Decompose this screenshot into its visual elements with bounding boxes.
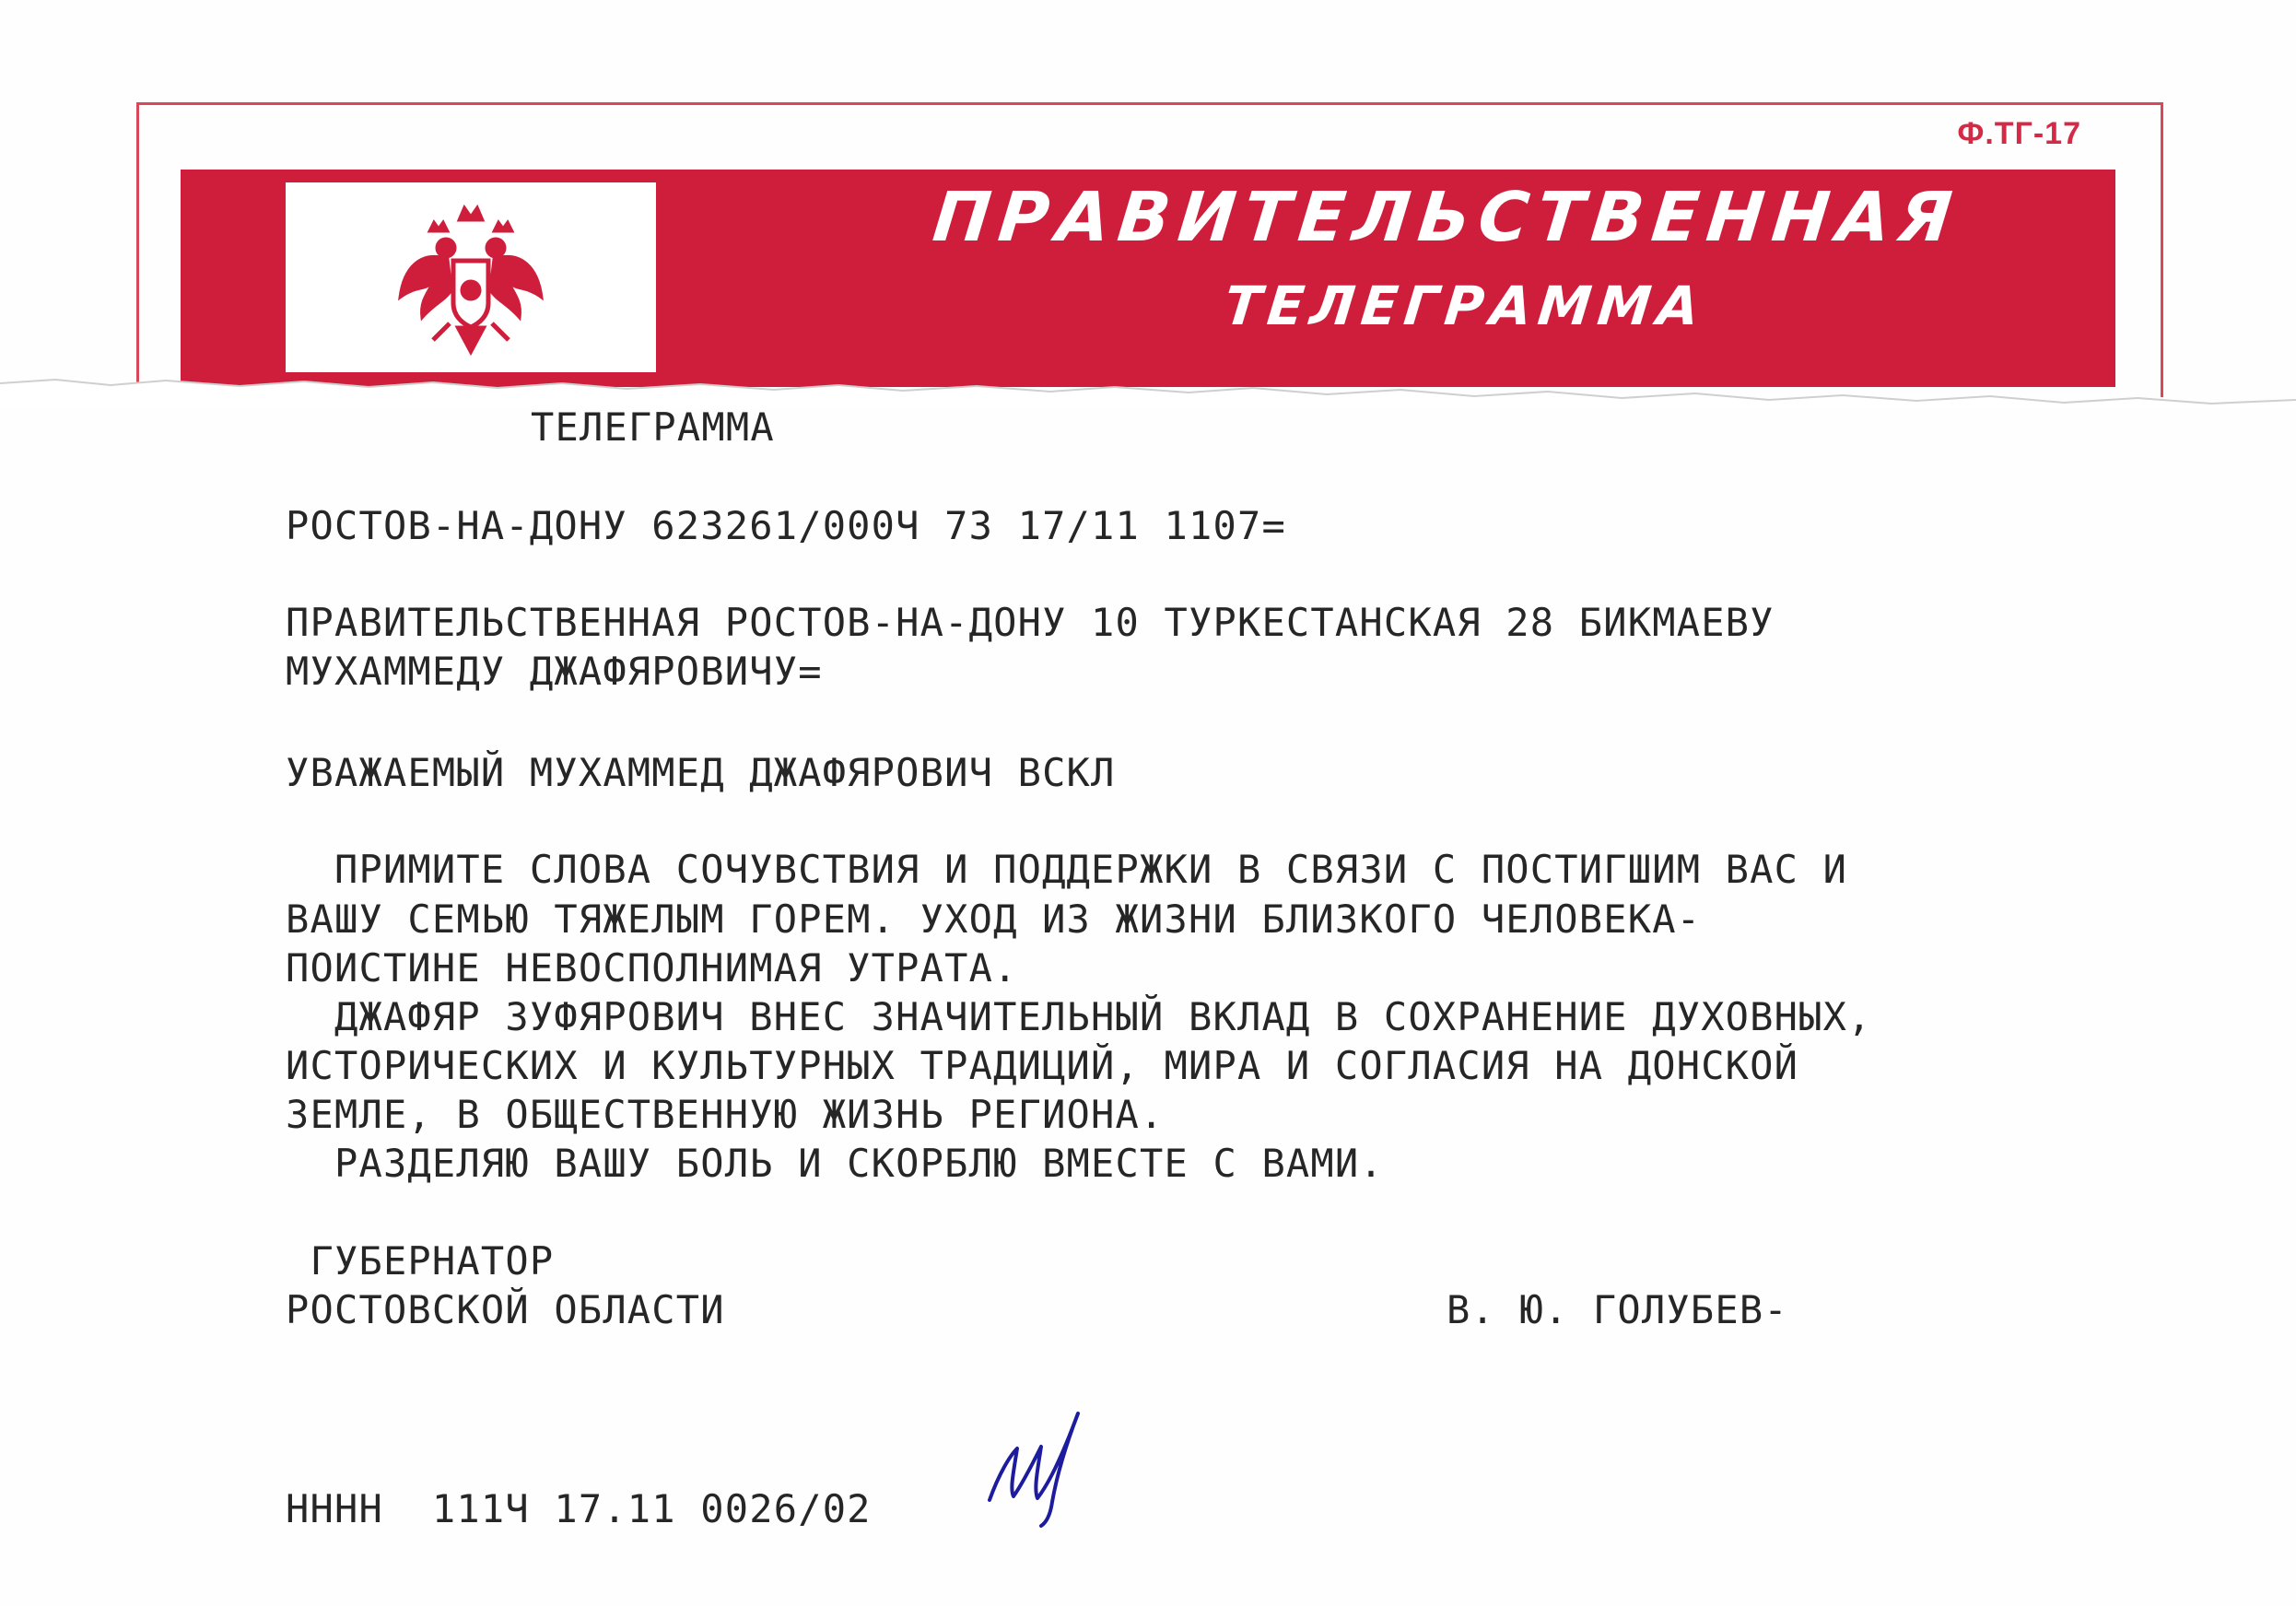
emblem-box <box>286 182 656 372</box>
body-line: ПРИМИТЕ СЛОВА СОЧУВСТВИЯ И ПОДДЕРЖКИ В СВЯЗИ С ПОСТИГШИМ ВАС И <box>286 847 1848 892</box>
address-line-2: МУХАММЕДУ ДЖАФЯРОВИЧУ= <box>286 649 823 694</box>
handwritten-initial <box>977 1401 1096 1530</box>
body-line: ЗЕМЛЕ, В ОБЩЕСТВЕННУЮ ЖИЗНЬ РЕГИОНА. <box>286 1092 1165 1137</box>
body-line: ДЖАФЯР ЗУФЯРОВИЧ ВНЕС ЗНАЧИТЕЛЬНЫЙ ВКЛАД В СОХРАНЕНИЕ ДУХОВНЫХ, <box>286 994 1872 1039</box>
signer-name: В. Ю. ГОЛУБЕВ- <box>1447 1287 1788 1332</box>
banner-title: ПРАВИТЕЛЬСТВЕННАЯ <box>929 178 1964 257</box>
telegram-heading: ТЕЛЕГРАММА <box>531 404 775 450</box>
origin-line: РОСТОВ-НА-ДОНУ 623261/000Ч 73 17/11 1107= <box>286 503 1286 548</box>
russian-coat-of-arms-icon <box>392 194 549 360</box>
body-line: ИСТОРИЧЕСКИХ И КУЛЬТУРНЫХ ТРАДИЦИЙ, МИРА И СОГЛАСИЯ НА ДОНСКОЙ <box>286 1043 1799 1088</box>
address-line-1: ПРАВИТЕЛЬСТВЕННАЯ РОСТОВ-НА-ДОНУ 10 ТУРКЕСТАНСКАЯ 28 БИКМАЕВУ <box>286 600 1775 645</box>
body-line: РАЗДЕЛЯЮ ВАШУ БОЛЬ И СКОРБЛЮ ВМЕСТЕ С ВАМИ. <box>286 1141 1384 1186</box>
service-line: НННН 111Ч 17.11 0026/02 <box>286 1486 872 1531</box>
form-code: Ф.ТГ-17 <box>1957 116 2081 151</box>
salutation: УВАЖАЕМЫЙ МУХАММЕД ДЖАФЯРОВИЧ ВСКЛ <box>286 750 1116 795</box>
torn-edge <box>0 372 2296 409</box>
body-line: ПОИСТИНЕ НЕВОСПОЛНИМАЯ УТРАТА. <box>286 945 1018 991</box>
body-line: ВАШУ СЕМЬЮ ТЯЖЕЛЫМ ГОРЕМ. УХОД ИЗ ЖИЗНИ БЛИЗКОГО ЧЕЛОВЕКА- <box>286 897 1702 942</box>
signer-title-2: РОСТОВСКОЙ ОБЛАСТИ <box>286 1287 725 1332</box>
signer-title-1: ГУБЕРНАТОР <box>286 1238 555 1284</box>
banner-subtitle: ТЕЛЕГРАММА <box>1221 275 1709 337</box>
